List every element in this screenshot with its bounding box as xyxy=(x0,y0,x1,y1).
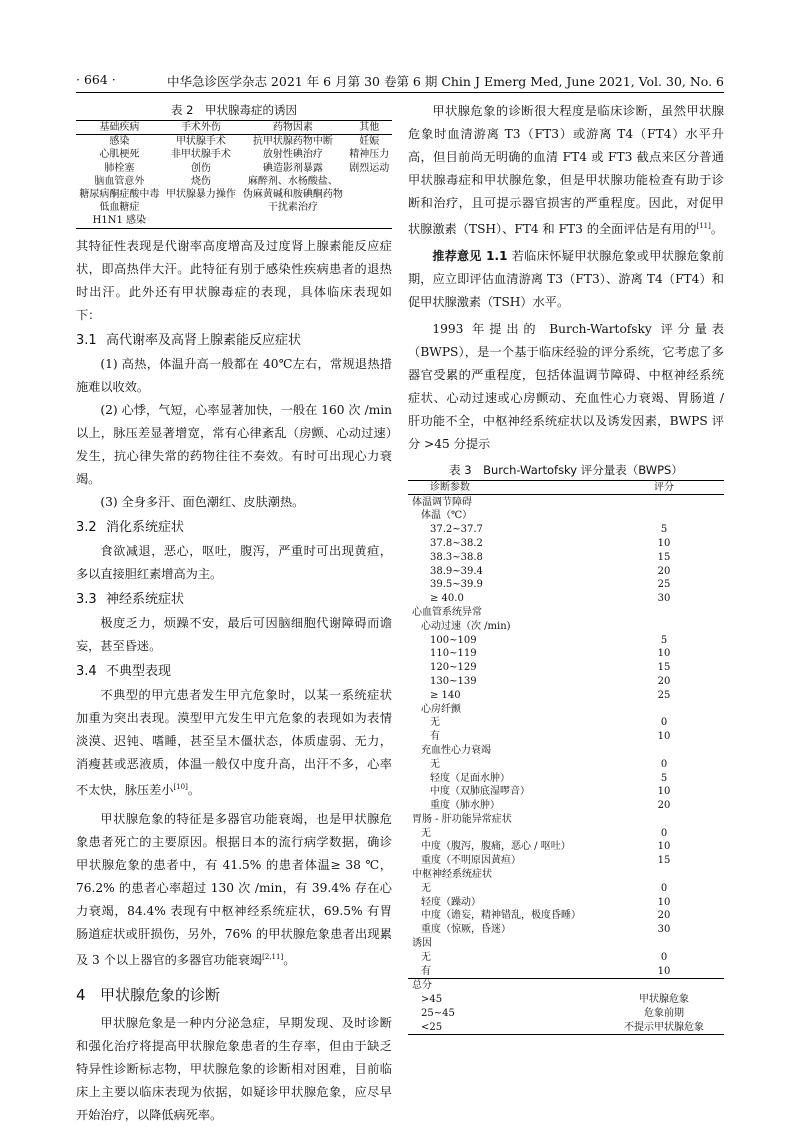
table3-row xyxy=(408,964,724,978)
table3-score: 30 xyxy=(657,924,671,936)
table3-header-row xyxy=(408,481,724,495)
section-3-3-heading xyxy=(76,588,392,612)
table3-header-score: 评分 xyxy=(604,481,724,495)
table2-header-cell: 基础疾病 xyxy=(76,121,163,135)
table3-row xyxy=(408,923,724,937)
table2-cell: 抗甲状腺药物中断 xyxy=(252,136,333,148)
table3-score: 0 xyxy=(660,717,668,729)
paragraph: 1993 年提出的 Burch-Wartofsky 评分量表（BWPS），是一个基于临床经验的评分系统，它考虑了多器官受累的严重程度，包括体温调节障碍、中枢神经系统症状、心动过速或心房颤动、充血性心力衰竭、胃肠道 / 肝功能不全，中枢神经系统症状以及诱发因素，BWPS 评分 >45 分提示 xyxy=(408,322,724,452)
table2-cell: H1N1 感染 xyxy=(92,215,147,227)
section-number: 3.4 xyxy=(76,663,97,679)
table3-total-range: >45 xyxy=(421,994,443,1006)
table3-score xyxy=(604,868,724,882)
table3-score: 0 xyxy=(660,827,668,839)
table2-cell: 甲状腺手术 xyxy=(175,136,226,148)
table3-score xyxy=(604,937,724,951)
section-title: 甲状腺危象的诊断 xyxy=(100,985,221,1004)
table2-cell: 精神压力 xyxy=(349,149,390,161)
section-title: 消化系统症状 xyxy=(106,519,185,535)
table3-body xyxy=(408,495,724,1035)
table3-total-row xyxy=(408,1021,724,1035)
table3-score xyxy=(604,744,724,758)
page-number: · 664 · xyxy=(76,72,116,87)
table2-cell: 心肌梗死 xyxy=(99,149,140,161)
citation: [11] xyxy=(696,222,711,230)
paragraph-text: 。 xyxy=(187,782,201,797)
table2-cell: 甲状腺暴力操作 xyxy=(165,189,236,201)
table3-param: 39.5~39.9 xyxy=(430,579,483,591)
table3-row xyxy=(408,813,724,827)
paragraph-text: 甲状腺危象的特征是多器官功能衰竭，也是甲状腺危象患者死亡的主要原因。根据日本的流行病学数据，确诊甲状腺危象的患者中，有 41.5% 的患者体温≥ 38 ℃，76.2% 的患者心率超过 130 次 /min，有 39.4% 存在心力衰竭，84.4% 表现有中枢神经系统症状，69.5% 有胃肠道症状或肝损伤，另外，76% 的甲状腺危象患者出现累及 3 个以上器官的多器官功能衰竭 xyxy=(76,811,392,967)
table3-param: 轻度（躁动） xyxy=(421,896,481,908)
table3-score: 25 xyxy=(657,579,671,591)
section-title: 不典型表现 xyxy=(106,663,172,679)
table3-caption: 表 3 Burch-Wartofsky 评分量表（BWPS） xyxy=(449,463,683,478)
table3-row xyxy=(408,606,724,620)
table2-row xyxy=(76,214,392,228)
table3-row xyxy=(408,592,724,606)
table3-total-row xyxy=(408,1007,724,1021)
table3-score: 30 xyxy=(657,593,671,605)
table3-param: 中度（腹泻，腹痛，恶心 / 呕吐） xyxy=(421,841,571,853)
table3-row xyxy=(408,951,724,965)
table2-cell: 麻醉剂、水杨酸盐、 xyxy=(247,175,338,187)
table3-row xyxy=(408,633,724,647)
table3-param: 心房纤颤 xyxy=(421,703,461,715)
section-3-1-heading xyxy=(76,329,392,353)
table3-param: 胃肠 - 肝功能异常症状 xyxy=(412,813,512,825)
table3-row xyxy=(408,495,724,509)
table3-param: 无 xyxy=(430,758,440,770)
table2-cell: 剧烈运动 xyxy=(349,162,390,174)
table2-row xyxy=(76,148,392,161)
table3-total-meaning: 甲状腺危象 xyxy=(639,994,689,1006)
table3-score: 5 xyxy=(660,524,668,536)
table3-score xyxy=(604,619,724,633)
table2-cell: 妊娠 xyxy=(359,136,380,148)
table3-total-row xyxy=(408,979,724,993)
table2-cell: 干扰素治疗 xyxy=(267,202,318,214)
table3-param: ≥ 40.0 xyxy=(430,593,464,605)
section-number: 3.1 xyxy=(76,332,97,348)
table3-row xyxy=(408,661,724,675)
table2-row xyxy=(76,162,392,175)
table3-param: 有 xyxy=(421,965,431,977)
table2-cell: 糖尿病酮症酸中毒 xyxy=(79,189,160,201)
table2-header-cell: 其他 xyxy=(347,121,392,135)
right-column xyxy=(408,100,724,1035)
table3-row xyxy=(408,882,724,896)
paragraph: 极度乏力，烦躁不安，最后可因脑细胞代谢障碍而谵妄，甚至昏迷。 xyxy=(76,615,392,653)
table3-param: 38.3~38.8 xyxy=(430,551,483,563)
table3-param: 中度（谵妄，精神错乱，极度昏睡） xyxy=(421,910,581,922)
table3-row xyxy=(408,564,724,578)
table2-cell xyxy=(347,201,392,214)
table3-param: 体温（℃） xyxy=(421,510,473,522)
table3-total-blank xyxy=(604,979,724,993)
running-header xyxy=(76,72,724,94)
table3-row xyxy=(408,675,724,689)
table3-param: 中枢神经系统症状 xyxy=(412,869,492,881)
table3-param: 充血性心力衰竭 xyxy=(421,744,491,756)
section-title: 神经系统症状 xyxy=(106,591,185,607)
table3-param: 110~119 xyxy=(430,648,477,660)
table3-param: 心动过速（次 /min) xyxy=(421,620,511,632)
table3-score: 10 xyxy=(657,731,671,743)
table3-total-label: 总分 xyxy=(408,979,604,993)
table3-score xyxy=(604,509,724,523)
table3-total-range: 25~45 xyxy=(421,1008,455,1020)
table3-row xyxy=(408,785,724,799)
table3-row xyxy=(408,799,724,813)
table3-row xyxy=(408,757,724,771)
table3-row xyxy=(408,840,724,854)
table2-cell xyxy=(347,214,392,228)
table3-row xyxy=(408,937,724,951)
table3-score: 20 xyxy=(657,565,671,577)
table2-cell: 伪麻黄碱和胺碘酮药物 xyxy=(242,189,343,201)
table3-row xyxy=(408,702,724,716)
table3-param: 体温调节障碍 xyxy=(412,496,472,508)
table3-param: 有 xyxy=(430,731,440,743)
table3-row xyxy=(408,895,724,909)
table2-cell: 感染 xyxy=(109,136,130,148)
table3-row xyxy=(408,509,724,523)
section-4-heading xyxy=(76,978,392,1012)
citation: [10] xyxy=(173,782,188,791)
table3-score: 0 xyxy=(660,882,668,894)
table3-score xyxy=(604,813,724,827)
table3-total-row xyxy=(408,993,724,1007)
section-title: 高代谢率及高肾上腺素能反应症状 xyxy=(106,332,302,348)
table3-row xyxy=(408,647,724,661)
paragraph-text: 不典型的甲亢患者发生甲亢危象时，以某一系统症状加重为突出表现。漠型甲亢发生甲亢危象的表现如为表情淡漠、迟钝、嗜睡，甚至呈木僵状态，体质虚弱、无力，消瘦甚或恶液质，体温一般仅中度升高，出汗不多，心率不太快，脉压差小 xyxy=(76,687,392,797)
table2-cell xyxy=(347,188,392,201)
left-column xyxy=(76,100,392,1127)
table3-row xyxy=(408,826,724,840)
table3-param: 38.9~39.4 xyxy=(430,565,483,577)
table2-header-cell: 手术外伤 xyxy=(163,121,239,135)
table3-param: 37.2~37.7 xyxy=(430,524,483,536)
table3-score: 20 xyxy=(657,800,671,812)
paragraph-text: 。 xyxy=(283,952,296,967)
table3-param: 重度（不明原因黄疸） xyxy=(421,855,521,867)
table2-row xyxy=(76,188,392,201)
table2-caption: 表 2 甲状腺毒症的诱因 xyxy=(171,103,297,117)
table2-cell: 放射性碘治疗 xyxy=(262,149,323,161)
table3-param: 100~109 xyxy=(430,634,477,646)
paragraph xyxy=(408,100,724,241)
table3-row xyxy=(408,619,724,633)
table2-cell: 非甲状腺手术 xyxy=(170,149,231,161)
table3-score: 5 xyxy=(660,634,668,646)
paragraph xyxy=(76,684,392,802)
table3-row xyxy=(408,716,724,730)
section-number: 3.2 xyxy=(76,519,97,535)
paragraph xyxy=(76,808,392,972)
table3-param: 无 xyxy=(421,882,431,894)
table3-score: 5 xyxy=(660,772,668,784)
table3-score: 10 xyxy=(657,841,671,853)
table3-total-meaning: 不提示甲状腺危象 xyxy=(624,1021,704,1033)
table3-row xyxy=(408,854,724,868)
table2-header-cell: 药物因素 xyxy=(239,121,346,135)
citation: [2,11] xyxy=(262,952,284,961)
table2-header-row xyxy=(76,121,392,135)
journal-title: 中华急诊医学杂志 2021 年 6 月第 30 卷第 6 期 Chin J Emerg Med, June 2021, Vol. 30, No. 6 xyxy=(166,74,724,89)
table3-param: 无 xyxy=(421,951,431,963)
section-number: 4 xyxy=(76,985,86,1004)
table3-row xyxy=(408,909,724,923)
table3-param: 中度（双肺底湿啰音） xyxy=(430,786,530,798)
table2-cell: 低血糖症 xyxy=(99,202,140,214)
table3-score: 15 xyxy=(657,662,671,674)
table2-cell xyxy=(347,175,392,188)
paragraph: 食欲减退，恶心，呕吐，腹泻，严重时可出现黄疸，多以直接胆红素增高为主。 xyxy=(76,543,392,581)
table3-param: 重度（惊厥，昏迷） xyxy=(421,924,511,936)
table3-score: 10 xyxy=(657,896,671,908)
table3-total-meaning: 危象前期 xyxy=(644,1008,684,1020)
table3-score xyxy=(604,495,724,509)
table3-param: 诱因 xyxy=(412,938,432,950)
table3-param: 120~129 xyxy=(430,662,477,674)
table3-score xyxy=(604,606,724,620)
table2-cell xyxy=(163,214,239,228)
table3-param: 130~139 xyxy=(430,675,477,687)
recommendation-text: 若临床怀疑甲状腺危象或甲状腺危象前期，应立即评估血清游离 T3（FT3）、游离 T4（FT4）和促甲状腺激素（TSH）水平。 xyxy=(408,249,725,310)
table2-cell xyxy=(163,201,239,214)
table3-score: 10 xyxy=(657,786,671,798)
table2-cell: 创伤 xyxy=(190,162,211,174)
table3-score: 20 xyxy=(657,675,671,687)
section-3-4-heading xyxy=(76,660,392,684)
paragraph: (1) 高热，体温升高一般都在 40℃左右，常规退热措施难以收效。 xyxy=(76,356,392,394)
table2-cell: 肺栓塞 xyxy=(104,162,135,174)
table3-row xyxy=(408,550,724,564)
table3-row xyxy=(408,688,724,702)
table3-param: 心血管系统异常 xyxy=(412,606,482,618)
table3-row xyxy=(408,744,724,758)
table2-cell xyxy=(239,214,346,228)
table3-score xyxy=(604,702,724,716)
paragraph-text: 。 xyxy=(710,222,724,237)
table2 xyxy=(76,120,392,229)
paragraph: (3) 全身多汗、面色潮红、皮肤潮热。 xyxy=(100,494,305,509)
paragraph: 甲状腺危象是一种内分泌急症，早期发现、及时诊断和强化治疗将提高甲状腺危象患者的生存率，但由于缺乏特异性诊断标志物，甲状腺危象的诊断相对困难，目前临床上主要以临床表现为依据，如疑诊甲状腺危象，应尽早开始治疗，以降低病死率。 xyxy=(76,1015,392,1122)
table3-row xyxy=(408,537,724,551)
table3-row xyxy=(408,771,724,785)
table2-row xyxy=(76,175,392,188)
paragraph: (2) 心悸，气短，心率显著加快，一般在 160 次 /min 以上，脉压差显著增宽，常有心律紊乱（房颤、心动过速）发生，抗心律失常的药物往往不奏效。有时可出现心力衰竭。 xyxy=(76,402,392,486)
table3-param: 重度（肺水肿） xyxy=(430,800,500,812)
table3-score: 10 xyxy=(657,537,671,549)
table2-cell: 脑血管意外 xyxy=(94,175,145,187)
table3-param: 37.8~38.2 xyxy=(430,537,483,549)
table3-score: 15 xyxy=(657,855,671,867)
table3-param: 无 xyxy=(430,717,440,729)
section-3-2-heading xyxy=(76,516,392,540)
table3-row xyxy=(408,868,724,882)
table3 xyxy=(408,480,724,1035)
table3-score: 15 xyxy=(657,551,671,563)
table3-score: 0 xyxy=(660,758,668,770)
table3-header-param: 诊断参数 xyxy=(408,481,604,495)
table2-cell: 烧伤 xyxy=(190,175,211,187)
table3-score: 10 xyxy=(657,648,671,660)
table3-total-range: <25 xyxy=(421,1021,443,1033)
header-rule xyxy=(76,92,724,93)
recommendation-label: 推荐意见 1.1 xyxy=(432,249,508,264)
table3-score: 10 xyxy=(657,965,671,977)
table3-row xyxy=(408,523,724,537)
table2-row xyxy=(76,201,392,214)
table3-param: ≥ 140 xyxy=(430,689,461,701)
table2-cell: 碘造影剂暴露 xyxy=(262,162,323,174)
table3-score: 25 xyxy=(657,689,671,701)
table3-score: 20 xyxy=(657,910,671,922)
table2-body xyxy=(76,135,392,228)
table3-param: 轻度（足面水肿） xyxy=(430,772,510,784)
paragraph-text: 甲状腺危象的诊断很大程度是临床诊断，虽然甲状腺危象时血清游离 T3（FT3）或游离 T4（FT4）水平升高，但目前尚无明确的血清 FT4 或 FT3 截点来区分普通甲状腺毒症和甲状腺危象，但是甲状腺功能检查有助于诊断和治疗，且可提示器官损害的严重程度。因此，对促甲状腺激素（TSH）、FT4 和 FT3 的全面评估是有用的 xyxy=(408,104,724,237)
table3-row xyxy=(408,578,724,592)
recommendation xyxy=(408,245,724,314)
table3-row xyxy=(408,730,724,744)
table2-row xyxy=(76,135,392,149)
section-number: 3.3 xyxy=(76,591,97,607)
table3-param: 无 xyxy=(421,827,431,839)
intro-paragraph: 其特征性表现是代谢率高度增高及过度肾上腺素能反应症状，即高热伴大汗。此特征有别于感染性疾病患者的退热时出汗。此外还有甲状腺毒症的表现，具体临床表现如下： xyxy=(76,238,392,322)
table3-score: 0 xyxy=(660,951,668,963)
